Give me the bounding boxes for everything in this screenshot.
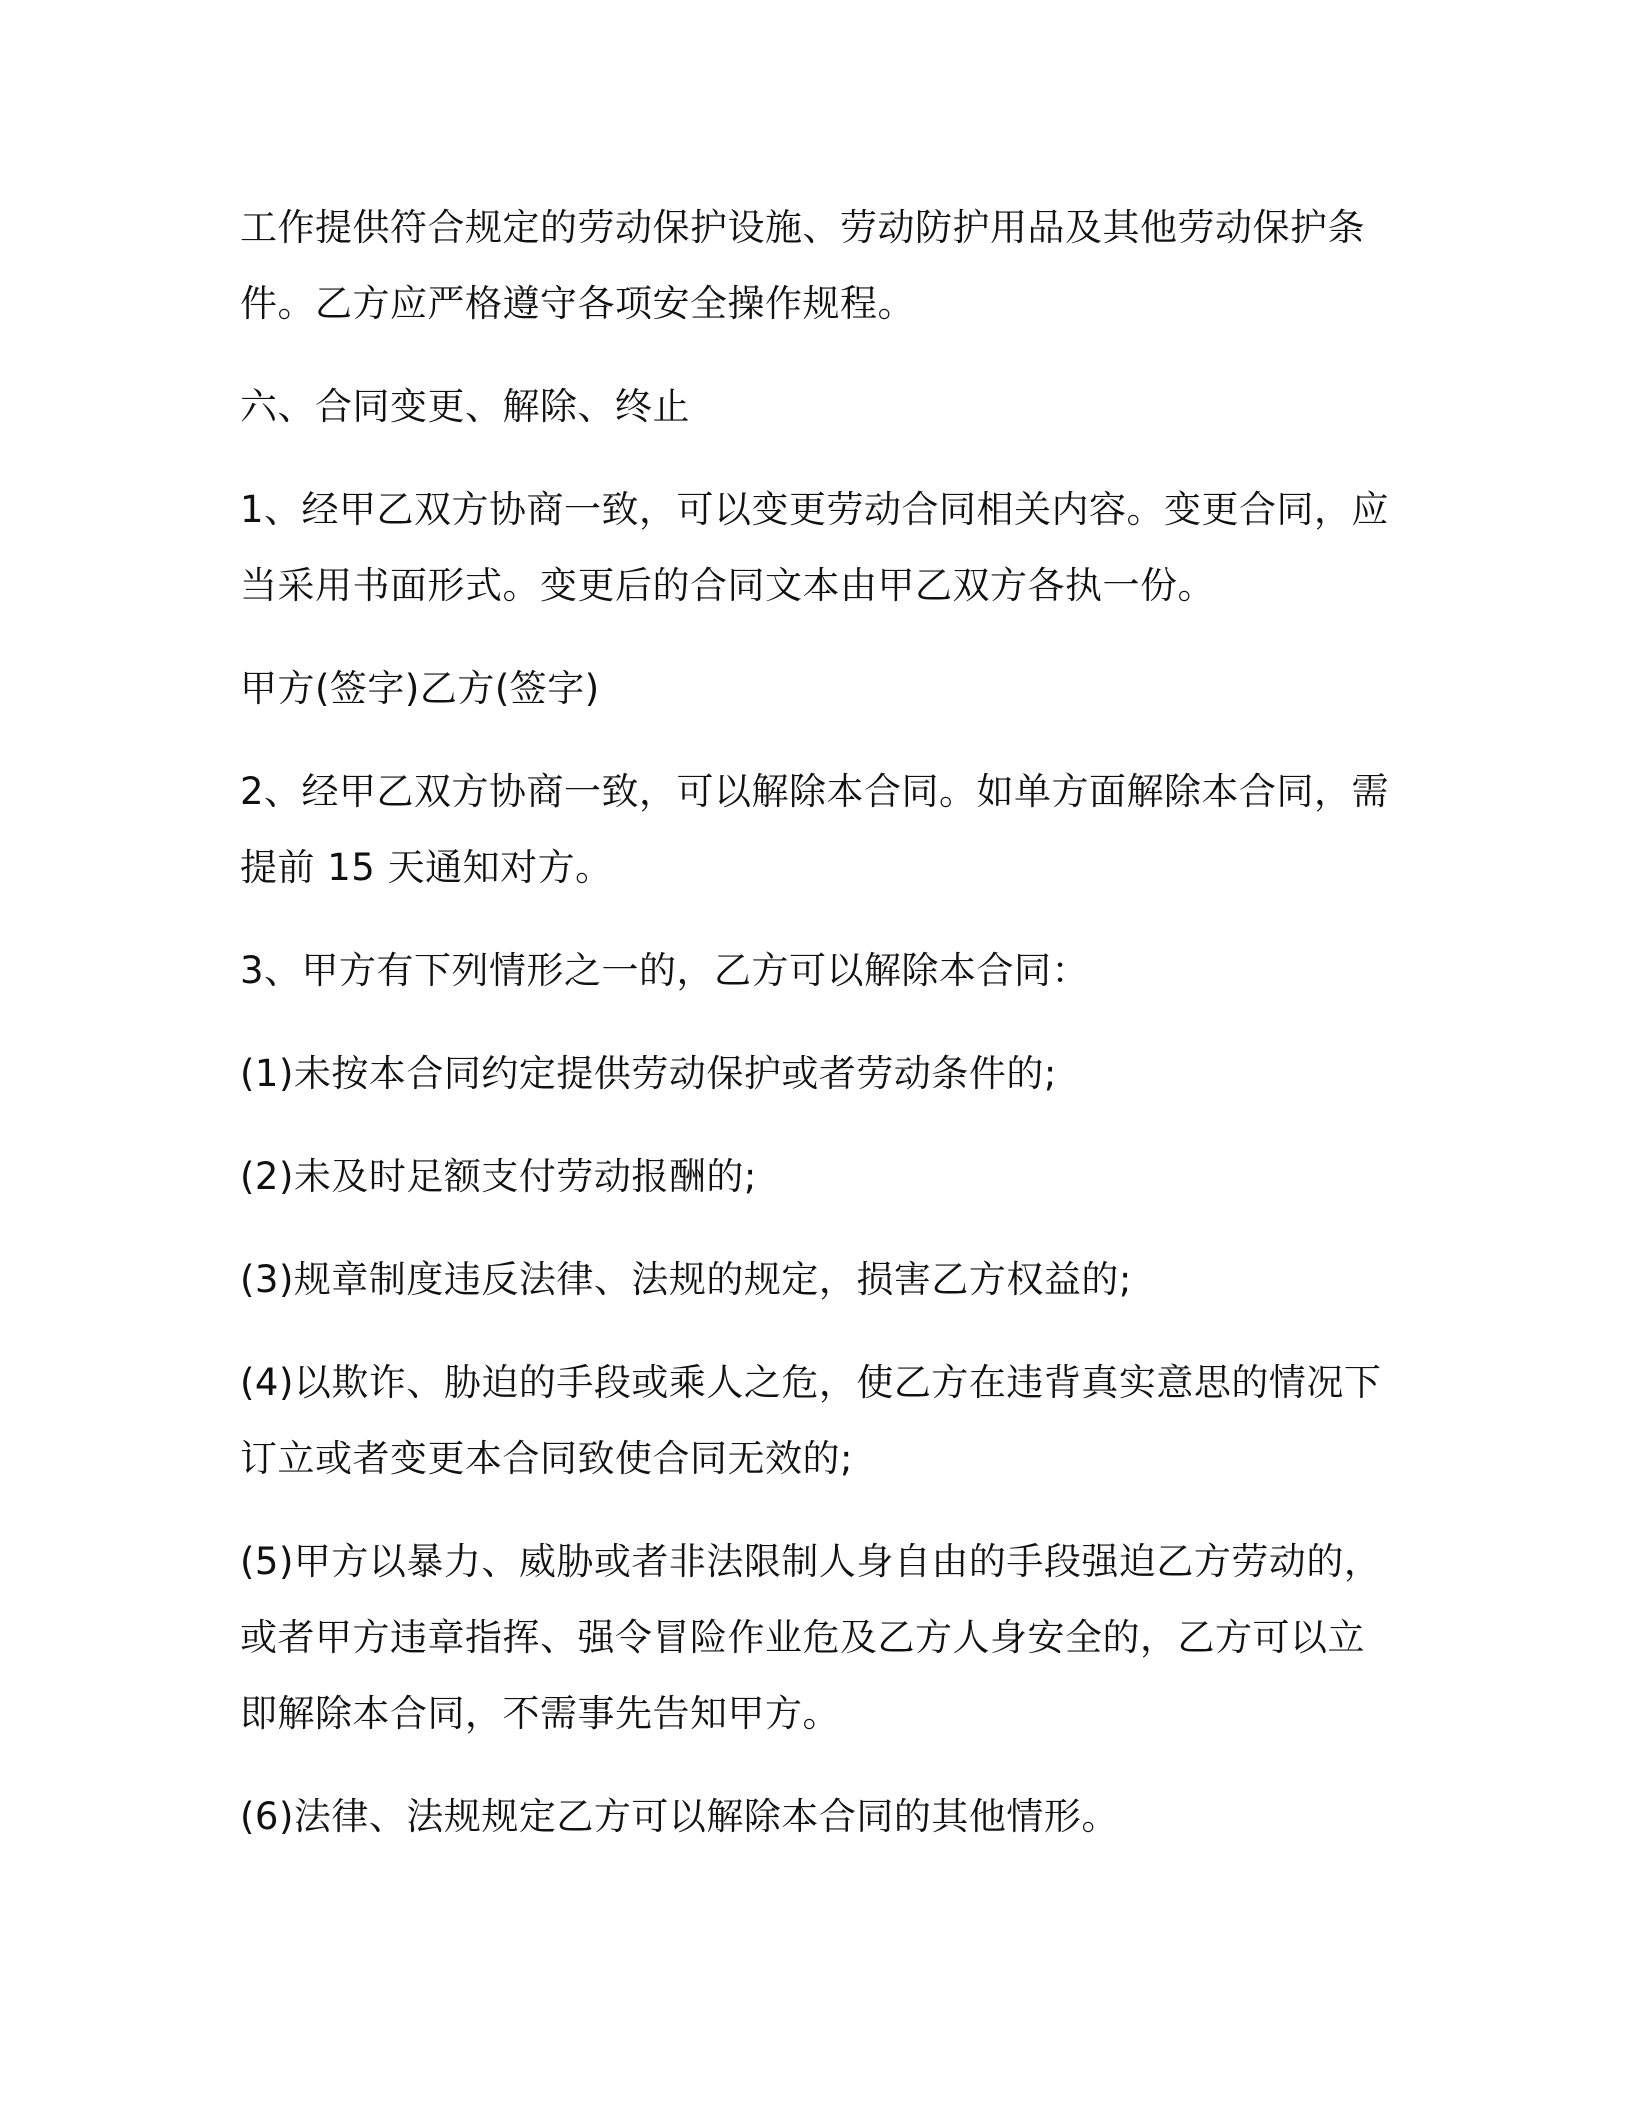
clause-1-change: [240, 472, 1390, 624]
item-4: [240, 1345, 1380, 1497]
item-1: [240, 1036, 1380, 1112]
signature-text: 甲方(签字)乙方(签字): [240, 667, 600, 710]
clause-2-termination: [240, 754, 1390, 906]
text-line: 订立或者变更本合同致使合同无效的;: [240, 1437, 853, 1480]
text-line: 2、经甲乙双方协商一致，可以解除本合同。如单方面解除本合同，需: [240, 770, 1390, 813]
text-line: 当采用书面形式。变更后的合同文本由甲乙双方各执一份。: [240, 564, 1215, 607]
section-heading-text: 六、合同变更、解除、终止: [240, 385, 690, 428]
signature-line: [240, 651, 1380, 727]
text-line: (3)规章制度违反法律、法规的规定，损害乙方权益的;: [240, 1258, 1132, 1301]
item-2: [240, 1139, 1380, 1215]
clause-3-conditions: [240, 933, 1380, 1009]
item-6: [240, 1779, 1380, 1855]
text-line: 提前 15 天通知对方。: [240, 846, 613, 889]
text-line: (2)未及时足额支付劳动报酬的;: [240, 1155, 757, 1198]
text-line: (4)以欺诈、胁迫的手段或乘人之危，使乙方在违背真实意思的情况下: [240, 1361, 1382, 1404]
item-5: [240, 1524, 1380, 1752]
document-body: [240, 190, 1390, 1882]
text-line: 或者甲方违章指挥、强令冒险作业危及乙方人身安全的，乙方可以立: [240, 1616, 1365, 1659]
text-line: (5)甲方以暴力、威胁或者非法限制人身自由的手段强迫乙方劳动的，: [240, 1540, 1382, 1583]
text-line: 即解除本合同，不需事先告知甲方。: [240, 1692, 840, 1735]
text-line: 件。乙方应严格遵守各项安全操作规程。: [240, 282, 915, 325]
text-line: (1)未按本合同约定提供劳动保护或者劳动条件的;: [240, 1052, 1057, 1095]
text-line: 3、甲方有下列情形之一的，乙方可以解除本合同：: [240, 949, 1090, 992]
item-3: [240, 1242, 1380, 1318]
section-heading-contract-change: [240, 369, 1380, 445]
paragraph-safety-conditions: [240, 190, 1380, 342]
text-line: 工作提供符合规定的劳动保护设施、劳动防护用品及其他劳动保护条: [240, 206, 1365, 249]
text-line: 1、经甲乙双方协商一致，可以变更劳动合同相关内容。变更合同，应: [240, 488, 1390, 531]
text-line: (6)法律、法规规定乙方可以解除本合同的其他情形。: [240, 1795, 1119, 1838]
